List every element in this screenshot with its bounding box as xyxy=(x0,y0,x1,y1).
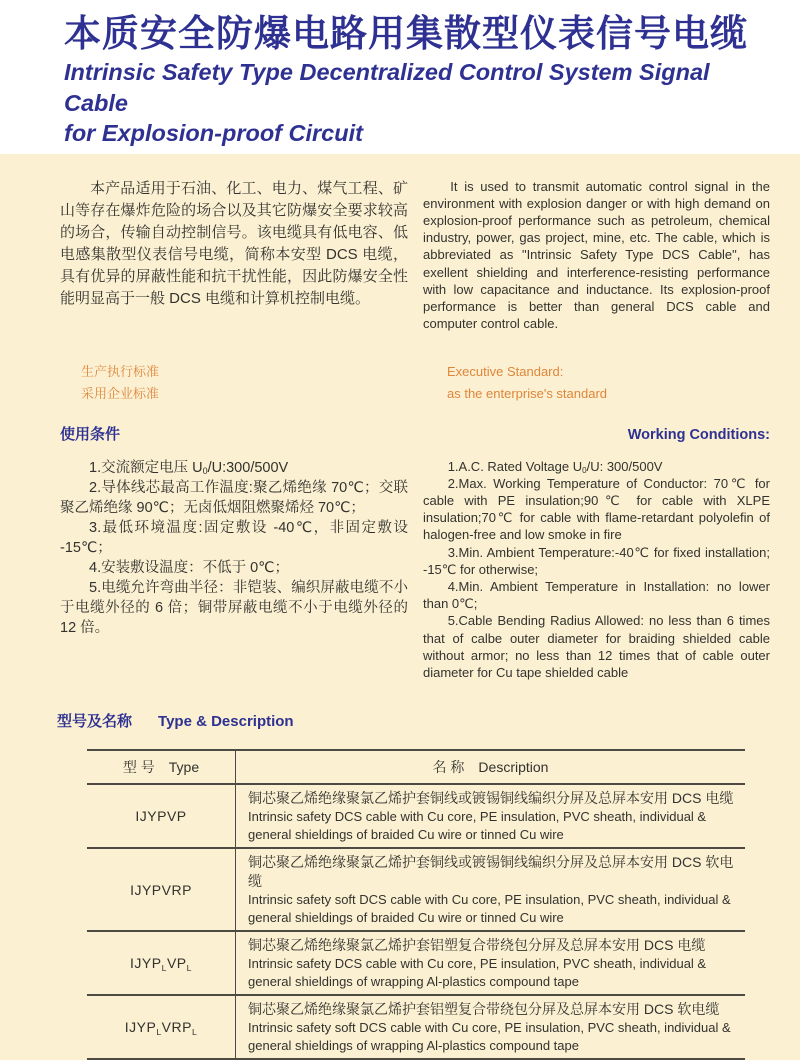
title-english-line2: for Explosion-proof Circuit xyxy=(64,119,363,146)
page-title-chinese: 本质安全防爆电路用集散型仪表信号电缆 xyxy=(64,13,748,54)
title-english-line1: Intrinsic Safety Type Decentralized Control System Signal Cable xyxy=(64,59,710,116)
executive-standard-en-line1: Executive Standard: xyxy=(447,363,564,379)
type-cell: IJYPVRP xyxy=(87,848,236,931)
condition-item-en-3: 3.Min. Ambient Temperature:-40℃ for fixed installation; -15℃ for otherwise; xyxy=(423,544,770,577)
description-cell xyxy=(236,931,746,995)
condition-item-cn-2: 2.导体线芯最高工作温度:聚乙烯绝缘 70℃；交联聚乙烯绝缘 90℃；无卤低烟阻燃聚烯烃 70℃； xyxy=(60,479,408,516)
working-conditions-heading-en: Working Conditions: xyxy=(627,426,770,443)
table-row xyxy=(87,995,745,1059)
description-cn: 铜芯聚乙烯绝缘聚氯乙烯护套铝塑复合带绕包分屏及总屏本安用 DCS 软电缆 xyxy=(248,1001,720,1018)
executive-standard-en xyxy=(423,361,770,405)
description-cn: 铜芯聚乙烯绝缘聚氯乙烯护套铜线或镀锡铜线编织分屏及总屏本安用 DCS 电缆 xyxy=(248,790,734,807)
executive-standard-cn xyxy=(60,361,408,405)
content-area xyxy=(0,154,800,1060)
table-header-type: 型 号 Type xyxy=(87,750,236,784)
executive-standard-en-line2: as the enterprise's standard xyxy=(447,385,608,401)
description-en: Intrinsic safety DCS cable with Cu core, PE insulation, PVC sheath, individual & general shieldings of braided Cu wire or tinned Cu wire xyxy=(248,809,707,842)
description-cell xyxy=(236,784,746,848)
type-description-heading xyxy=(57,713,770,731)
condition-item-en-4: 4.Min. Ambient Temperature in Installation: no lower than 0℃; xyxy=(423,578,770,612)
working-conditions-list-cn xyxy=(60,458,408,682)
working-conditions-section xyxy=(60,458,770,682)
condition-item-cn-4: 4.安装敷设温度：不低于 0℃； xyxy=(89,559,289,576)
type-description-heading-en: Type & Description xyxy=(158,713,294,731)
table-row xyxy=(87,931,745,995)
description-cell xyxy=(236,995,746,1059)
table-row xyxy=(87,784,745,848)
working-conditions-heading-cn: 使用条件 xyxy=(60,425,121,443)
type-cell: $IJYP_LVRP_L$ xyxy=(87,995,236,1059)
executive-standard-cn-line2: 采用企业标准 xyxy=(81,385,160,401)
condition-item-en-2: 2.Max. Working Temperature of Conductor: 70℃ for cable with PE insulation;90℃ for cable with XLPE insulation;70℃ for cable with flame-retardant polyolefin of halogen-free and low smoke in fire xyxy=(423,475,770,543)
type-description-heading-cn: 型号及名称 xyxy=(57,713,133,731)
intro-paragraph-cn: 本产品适用于石油、化工、电力、煤气工程、矿山等存在爆炸危险的场合以及其它防爆安全要求较高的场合，传输自动控制信号。该电缆具有低电容、低电感集散型仪表信号电缆，简称本安型 DCS 电缆，具有优异的屏蔽性能和抗干扰性能，因此防爆安全性能明显高于一般 DCS 电缆和计算机控制电缆。 xyxy=(60,179,408,307)
executive-standard-cn-line1: 生产执行标准 xyxy=(81,363,160,379)
description-cell xyxy=(236,848,746,931)
description-en: Intrinsic safety soft DCS cable with Cu core, PE insulation, PVC sheath, individual & general shieldings of braided Cu wire or tinned Cu wire xyxy=(248,892,731,925)
working-conditions-list-en xyxy=(423,458,770,682)
table-header-description: 名 称 Description xyxy=(236,750,746,784)
table-header-row xyxy=(87,750,745,784)
type-cell: $IJYP_LVP_L$ xyxy=(87,931,236,995)
description-cn: 铜芯聚乙烯绝缘聚氯乙烯护套铜线或镀锡铜线编织分屏及总屏本安用 DCS 软电缆 xyxy=(248,854,734,890)
condition-item-en-1: 1.A.C. Rated Voltage $U_0/U$: 300/500V xyxy=(447,458,663,475)
page-title-english xyxy=(64,57,770,147)
condition-item-cn-1: 1.交流额定电压 $U_0/U:300/500V$ xyxy=(89,459,289,477)
type-cell: IJYPVP xyxy=(87,784,236,848)
condition-item-en-5: 5.Cable Bending Radius Allowed: no less than 6 times that of calbe outer diameter for braiding shielded cable without armor; no less than 12 times that of cable outer diameter for Cu tape shielded cable xyxy=(423,613,770,680)
condition-item-cn-5: 5.电缆允许弯曲半径：非铠装、编织屏蔽电缆不小于电缆外径的 6 倍；铜带屏蔽电缆不小于电缆外径的 12 倍。 xyxy=(60,579,408,636)
intro-paragraph-en: It is used to transmit automatic control signal in the environment with explosion danger or with high demand on explosion-proof performance such as petroleum, chemical industry, power, gas project, mine, etc. The cable, which is abbreviated as "Intrinsic Safety Type DCS Cable", has exellent shielding and interference-resisting performance with low capacitance and inductance. Its explosion-proof performance is better than general DCS cable and computer control cable. xyxy=(423,178,770,332)
table-row xyxy=(87,848,745,931)
description-cn: 铜芯聚乙烯绝缘聚氯乙烯护套铝塑复合带绕包分屏及总屏本安用 DCS 电缆 xyxy=(248,937,706,954)
working-conditions-heading-row xyxy=(60,426,770,444)
description-en: Intrinsic safety DCS cable with Cu core, PE insulation, PVC sheath, individual & general shieldings of wrapping Al-plastics compound tape xyxy=(248,956,707,989)
description-en: Intrinsic safety soft DCS cable with Cu core, PE insulation, PVC sheath, individual & general shieldings of wrapping Al-plastics compound tape xyxy=(248,1020,731,1053)
condition-item-cn-3: 3.最低环境温度:固定敷设 -40℃，非固定敷设 -15℃； xyxy=(60,519,408,556)
executive-standard-section xyxy=(60,361,770,405)
document-header xyxy=(0,0,800,154)
type-description-table xyxy=(87,749,745,1060)
intro-section xyxy=(60,178,770,333)
